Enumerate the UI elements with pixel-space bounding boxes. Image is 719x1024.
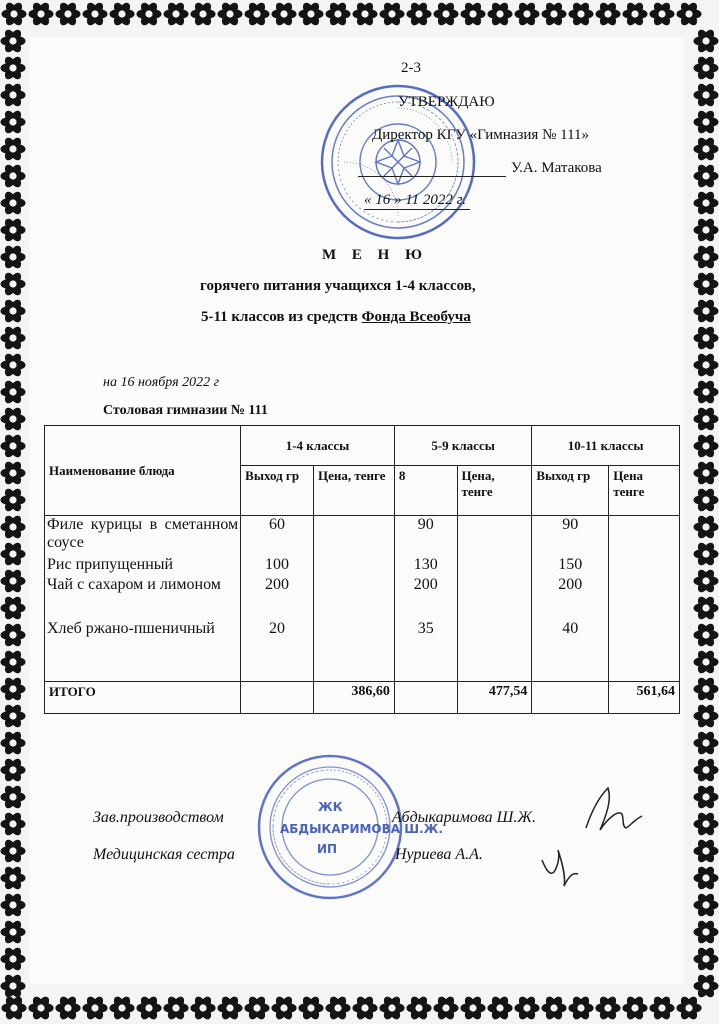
border-flower-icon <box>650 995 675 1021</box>
border-flower-icon <box>694 163 719 189</box>
handwritten-signature-1 <box>578 780 648 840</box>
border-flower-icon <box>1 352 26 378</box>
border-flower-icon <box>137 1 162 27</box>
border-flower-icon <box>694 649 719 675</box>
border-flower-icon <box>407 1 432 27</box>
subtitle-line-1: горячего питания учащихся 1-4 классов, <box>200 278 476 294</box>
border-flower-icon <box>1 109 26 135</box>
border-flower-icon <box>596 995 621 1021</box>
border-flower-icon <box>694 568 719 594</box>
border-flower-icon <box>694 622 719 648</box>
border-flower-icon <box>694 730 719 756</box>
border-flower-icon <box>694 55 719 81</box>
border-flower-icon <box>272 1 297 27</box>
border-flower-icon <box>677 995 702 1021</box>
dish-name: Хлеб ржано-пшеничный <box>47 620 215 637</box>
stamp-text-1: ЖК <box>318 800 343 814</box>
border-flower-icon <box>542 1 567 27</box>
sub-header: Цена, тенге <box>313 466 394 516</box>
handwritten-signature-2 <box>536 842 586 892</box>
corner-number: 2-3 <box>401 60 421 76</box>
border-flower-icon <box>1 244 26 270</box>
director-line: Директор КГУ «Гимназия № 111» <box>372 127 590 143</box>
border-flower-icon <box>1 406 26 432</box>
border-flower-icon <box>164 995 189 1021</box>
sub-header: Цена, тенге <box>457 466 532 516</box>
border-flower-icon <box>137 995 162 1021</box>
table-header-row-1 <box>45 426 680 466</box>
border-flower-icon <box>1 757 26 783</box>
portion-value: 100 <box>265 556 290 573</box>
portion-cell-10-11 <box>532 516 609 682</box>
border-flower-icon <box>1 514 26 540</box>
border-flower-icon <box>694 595 719 621</box>
border-flower-icon <box>191 1 216 27</box>
border-flower-icon <box>694 406 719 432</box>
border-flower-icon <box>694 217 719 243</box>
menu-table <box>44 425 680 714</box>
border-flower-icon <box>1 676 26 702</box>
director-name: У.А. Матакова <box>511 160 602 176</box>
border-flower-icon <box>380 995 405 1021</box>
border-flower-icon <box>694 838 719 864</box>
fund-name: Фонда Всеобуча <box>361 309 471 325</box>
border-flower-icon <box>694 676 719 702</box>
border-flower-icon <box>1 460 26 486</box>
table-body-row <box>45 516 680 682</box>
border-flower-icon <box>245 995 270 1021</box>
border-flower-icon <box>1 28 26 54</box>
canteen-name: Столовая гимназии № 111 <box>103 403 268 418</box>
dish-name: Рис припущенный <box>47 556 174 573</box>
border-flower-icon <box>694 892 719 918</box>
border-flower-icon <box>694 433 719 459</box>
border-flower-icon <box>542 995 567 1021</box>
border-flower-icon <box>569 1 594 27</box>
group-header-1-4: 1-4 классы <box>241 426 395 466</box>
border-flower-icon <box>272 995 297 1021</box>
stamp-text-3: ИП <box>317 842 338 856</box>
director-signature-line <box>358 176 506 177</box>
border-flower-icon <box>694 109 719 135</box>
border-flower-icon <box>694 190 719 216</box>
border-flower-icon <box>694 919 719 945</box>
signature-name: Абдыкаримова Ш.Ж. <box>392 809 536 826</box>
border-flower-icon <box>694 82 719 108</box>
portion-cell-5-9 <box>394 516 457 682</box>
border-flower-icon <box>1 730 26 756</box>
border-flower-icon <box>1 892 26 918</box>
border-flower-icon <box>1 784 26 810</box>
border-flower-icon <box>83 1 108 27</box>
signature-name: Нуриева А.А. <box>395 846 483 863</box>
border-flower-icon <box>461 995 486 1021</box>
portion-value: 200 <box>265 576 290 593</box>
border-flower-icon <box>29 1 54 27</box>
border-flower-icon <box>1 136 26 162</box>
border-flower-icon <box>434 1 459 27</box>
total-empty <box>532 682 609 714</box>
border-flower-icon <box>1 163 26 189</box>
border-flower-icon <box>1 973 26 999</box>
border-flower-icon <box>488 1 513 27</box>
portion-value: 150 <box>558 556 583 573</box>
border-flower-icon <box>110 995 135 1021</box>
group-header-10-11: 10-11 классы <box>532 426 680 466</box>
border-flower-icon <box>191 995 216 1021</box>
border-flower-icon <box>694 541 719 567</box>
border-flower-icon <box>56 995 81 1021</box>
total-price-1-4: 386,60 <box>313 682 394 714</box>
approve-heading: УТВЕРЖДАЮ <box>398 94 495 110</box>
border-flower-icon <box>694 703 719 729</box>
approve-date: « 16 » 11 2022 г. <box>364 192 470 210</box>
total-price-5-9: 477,54 <box>457 682 532 714</box>
total-empty <box>241 682 314 714</box>
sub-header: 8 <box>394 466 457 516</box>
price-cell-1-4 <box>313 516 394 682</box>
sub-header: Выход гр <box>532 466 609 516</box>
border-flower-icon <box>2 1 27 27</box>
group-header-5-9: 5-9 классы <box>394 426 532 466</box>
border-flower-icon <box>326 1 351 27</box>
border-flower-icon <box>353 1 378 27</box>
border-flower-icon <box>1 541 26 567</box>
border-flower-icon <box>245 1 270 27</box>
border-flower-icon <box>623 995 648 1021</box>
border-flower-icon <box>56 1 81 27</box>
portion-value: 200 <box>558 576 583 593</box>
border-flower-icon <box>407 995 432 1021</box>
portion-value: 60 <box>269 516 286 533</box>
signature-role: Медицинская сестра <box>93 846 235 863</box>
portion-value: 20 <box>269 620 286 637</box>
portion-value: 40 <box>562 620 579 637</box>
border-flower-icon <box>1 946 26 972</box>
border-flower-icon <box>1 55 26 81</box>
border-flower-icon <box>694 487 719 513</box>
border-flower-icon <box>1 865 26 891</box>
border-flower-icon <box>1 271 26 297</box>
border-flower-icon <box>694 757 719 783</box>
border-flower-icon <box>1 838 26 864</box>
border-flower-icon <box>694 325 719 351</box>
border-flower-icon <box>677 1 702 27</box>
dish-name: Филе курицы в сметанном соусе <box>47 516 239 551</box>
border-flower-icon <box>623 1 648 27</box>
border-flower-icon <box>694 271 719 297</box>
total-label: ИТОГО <box>45 682 241 714</box>
border-flower-icon <box>1 379 26 405</box>
stamp-text-2: АБДЫКАРИМОВА Ш.Ж. <box>280 822 443 836</box>
border-flower-icon <box>694 973 719 999</box>
border-flower-icon <box>694 865 719 891</box>
portion-value: 200 <box>413 576 438 593</box>
border-flower-icon <box>694 946 719 972</box>
border-flower-icon <box>569 995 594 1021</box>
price-cell-10-11 <box>609 516 680 682</box>
portion-cell-1-4 <box>241 516 314 682</box>
border-flower-icon <box>1 595 26 621</box>
border-flower-icon <box>694 352 719 378</box>
border-flower-icon <box>694 460 719 486</box>
menu-date: на 16 ноября 2022 г <box>103 375 220 390</box>
total-price-10-11: 561,64 <box>609 682 680 714</box>
border-flower-icon <box>2 995 27 1021</box>
sub-header: Цена тенге <box>609 466 680 516</box>
border-flower-icon <box>1 217 26 243</box>
border-flower-icon <box>1 703 26 729</box>
border-flower-icon <box>1 487 26 513</box>
portion-value: 90 <box>562 516 579 533</box>
border-flower-icon <box>694 244 719 270</box>
border-flower-icon <box>1 649 26 675</box>
border-flower-icon <box>380 1 405 27</box>
subtitle-prefix: 5-11 классов из средств <box>201 309 362 325</box>
border-flower-icon <box>694 784 719 810</box>
menu-title: М Е Н Ю <box>322 247 428 263</box>
total-empty <box>394 682 457 714</box>
border-flower-icon <box>1 568 26 594</box>
border-flower-icon <box>694 811 719 837</box>
border-flower-icon <box>1 622 26 648</box>
border-flower-icon <box>1 325 26 351</box>
border-flower-icon <box>434 995 459 1021</box>
border-flower-icon <box>488 995 513 1021</box>
border-flower-icon <box>1 298 26 324</box>
dish-cell <box>45 516 241 682</box>
portion-value: 130 <box>413 556 438 573</box>
subtitle-line-2 <box>201 309 471 326</box>
border-flower-icon <box>299 1 324 27</box>
border-flower-icon <box>694 379 719 405</box>
border-flower-icon <box>461 1 486 27</box>
border-flower-icon <box>326 995 351 1021</box>
total-row <box>45 682 680 714</box>
border-flower-icon <box>218 995 243 1021</box>
border-flower-icon <box>1 433 26 459</box>
border-flower-icon <box>694 136 719 162</box>
signature-role: Зав.производством <box>93 809 224 826</box>
border-flower-icon <box>353 995 378 1021</box>
portion-value: 90 <box>417 516 434 533</box>
border-flower-icon <box>650 1 675 27</box>
border-flower-icon <box>110 1 135 27</box>
border-flower-icon <box>694 28 719 54</box>
border-flower-icon <box>1 190 26 216</box>
border-flower-icon <box>164 1 189 27</box>
border-flower-icon <box>218 1 243 27</box>
col-dish-header: Наименование блюда <box>45 426 241 516</box>
border-flower-icon <box>596 1 621 27</box>
border-flower-icon <box>694 514 719 540</box>
border-flower-icon <box>515 1 540 27</box>
border-flower-icon <box>83 995 108 1021</box>
border-flower-icon <box>1 919 26 945</box>
price-cell-5-9 <box>457 516 532 682</box>
dish-name: Чай с сахаром и лимоном <box>47 576 221 593</box>
border-flower-icon <box>1 811 26 837</box>
border-flower-icon <box>694 298 719 324</box>
border-flower-icon <box>515 995 540 1021</box>
portion-value: 35 <box>417 620 434 637</box>
border-flower-icon <box>1 82 26 108</box>
border-flower-icon <box>299 995 324 1021</box>
border-flower-icon <box>29 995 54 1021</box>
sub-header: Выход гр <box>241 466 314 516</box>
